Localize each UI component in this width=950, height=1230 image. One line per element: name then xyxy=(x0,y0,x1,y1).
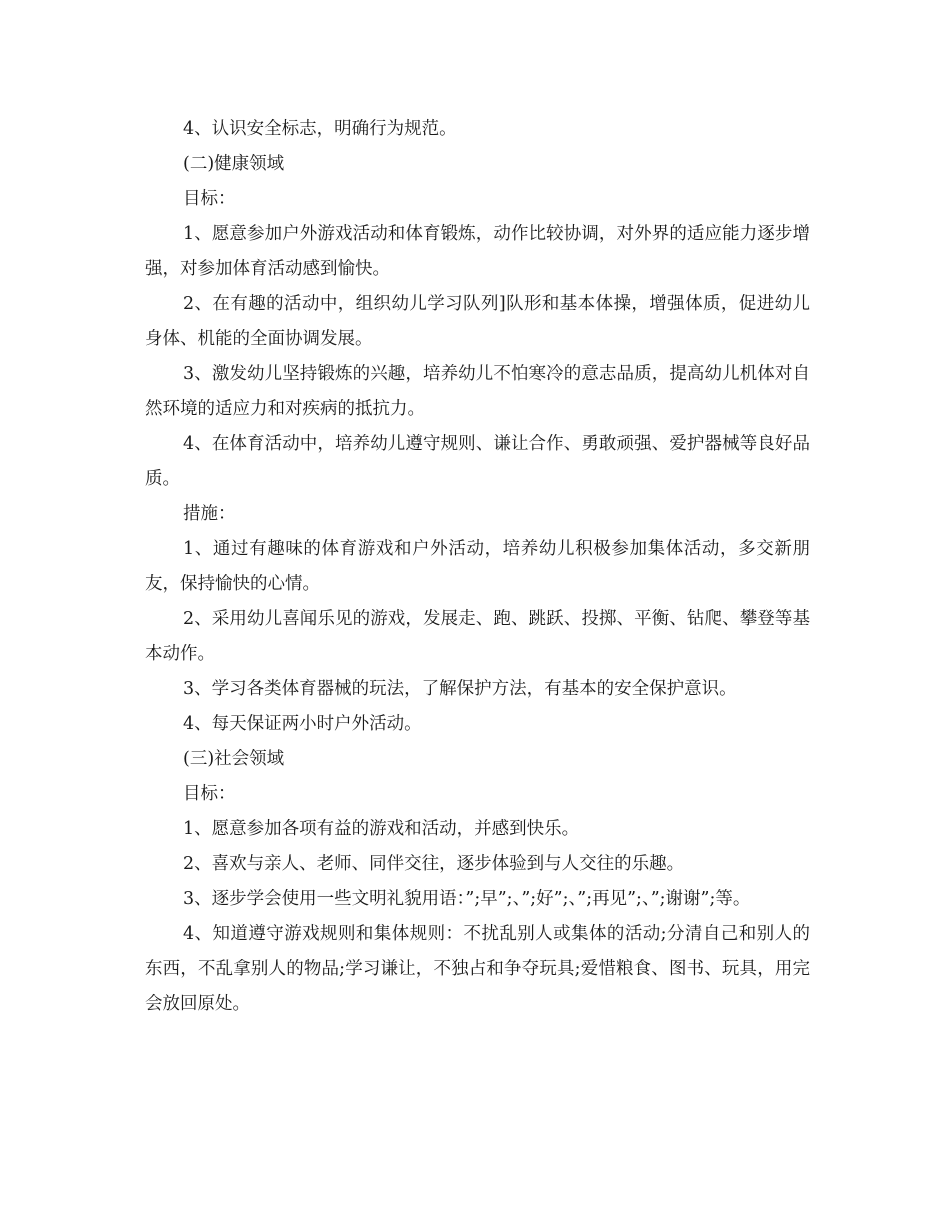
social-goal-1: 1、愿意参加各项有益的游戏和活动，并感到快乐。 xyxy=(183,819,580,839)
social-goal-2: 2、喜欢与亲人、老师、同伴交往，逐步体验到与人交往的乐趣。 xyxy=(183,854,685,874)
section-heading-health: (二)健康领域 xyxy=(183,154,285,174)
health-goal-2: 2、在有趣的活动中，组织幼儿学习队列]队形和基本体操，增强体质，促进幼儿身体、机能的全面协调发展。 xyxy=(145,294,810,349)
health-measure-2: 2、采用幼儿喜闻乐见的游戏，发展走、跑、跳跃、投掷、平衡、钻爬、攀登等基本动作。 xyxy=(145,609,810,664)
label-measures-health: 措施： xyxy=(183,504,236,524)
social-goal-3: 3、逐步学会使用一些文明礼貌用语：”;早”;、”;好”;、”;再见”;、”;谢谢”;等。 xyxy=(183,889,751,909)
health-goal-1: 1、愿意参加户外游戏活动和体育锻炼，动作比较协调，对外界的适应能力逐步增强，对参加体育活动感到愉快。 xyxy=(145,224,810,279)
paragraph-safety-signs: 4、认识安全标志，明确行为规范。 xyxy=(183,119,457,139)
label-goals-social: 目标： xyxy=(183,784,236,804)
health-measure-3: 3、学习各类体育器械的玩法，了解保护方法，有基本的安全保护意识。 xyxy=(183,679,737,699)
health-measure-4: 4、每天保证两小时户外活动。 xyxy=(183,714,422,734)
health-goal-4: 4、在体育活动中，培养幼儿遵守规则、谦让合作、勇敢顽强、爱护器械等良好品质。 xyxy=(145,434,810,489)
health-measure-1: 1、通过有趣味的体育游戏和户外活动，培养幼儿积极参加集体活动，多交新朋友，保持愉快的心情。 xyxy=(145,539,810,594)
section-heading-social: (三)社会领域 xyxy=(183,749,285,769)
social-goal-4: 4、知道遵守游戏规则和集体规则：不扰乱别人或集体的活动;分清自己和别人的东西，不乱拿别人的物品;学习谦让，不独占和争夺玩具;爱惜粮食、图书、玩具，用完会放回原处。 xyxy=(145,924,810,1014)
label-goals-health: 目标： xyxy=(183,189,236,209)
document-body xyxy=(145,112,810,1022)
health-goal-3: 3、激发幼儿坚持锻炼的兴趣，培养幼儿不怕寒冷的意志品质，提高幼儿机体对自然环境的适应力和对疾病的抵抗力。 xyxy=(145,364,810,419)
